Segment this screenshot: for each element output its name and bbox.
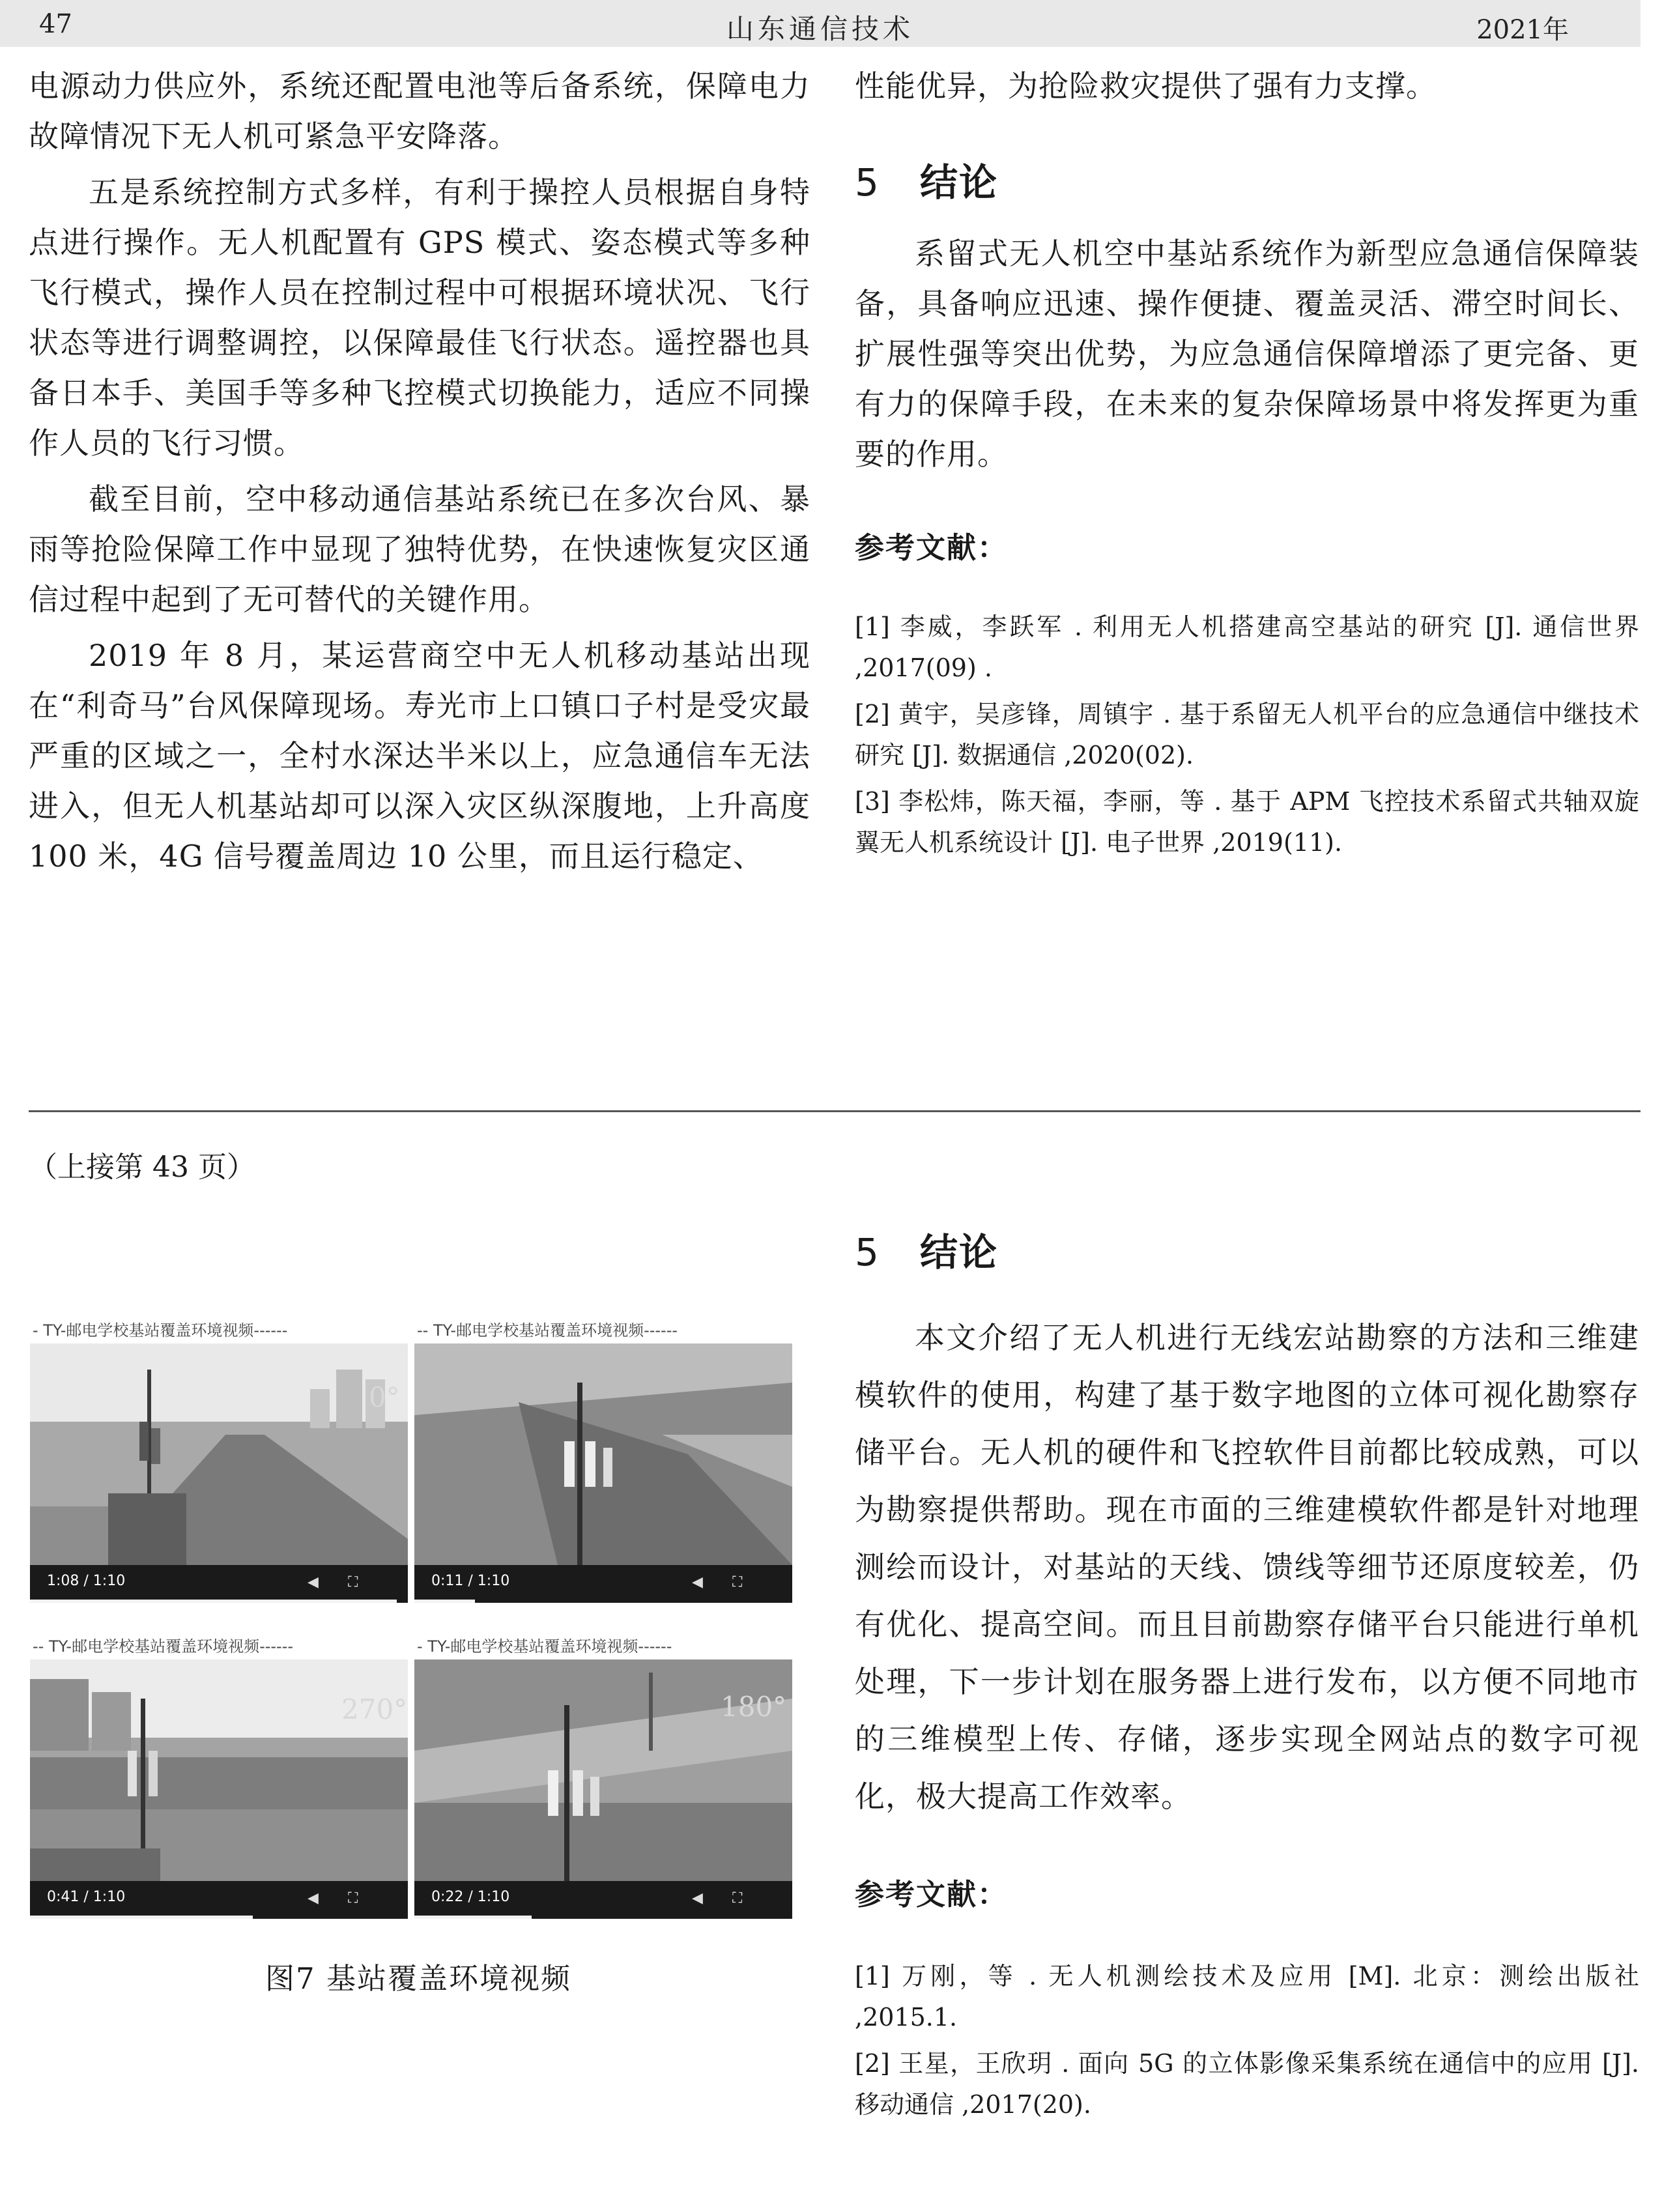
player-controls[interactable] xyxy=(30,1565,408,1603)
conclusion-paragraph: 本文介绍了无人机进行无线宏站勘察的方法和三维建模软件的使用，构建了基于数字地图的立体可视化勘察存储平台。无人机的硬件和飞控软件目前都比较成熟，可以为勘察提供帮助。现在市面的三维建模软件都是针对地理测绘而设计，对基站的天线、馈线等细节还原度较差，仍有优化、提高空间。而且目前勘察存储平台只能进行单机处理，下一步计划在服务器上进行发布，以方便不同地市的三维模型上传、存储，逐步实现全网站点的数字可视化，极大提高工作效率。 xyxy=(855,1320,1639,1814)
video-title: -- TY-邮电学校基站覆盖环境视频------ xyxy=(414,1310,792,1343)
timestamp: 1:08 / 1:10 xyxy=(47,1573,126,1589)
volume-icon[interactable]: ◀ xyxy=(692,1574,703,1590)
running-header xyxy=(0,0,1641,47)
reference-item: [2] 黄宇，吴彦锋，周镇宇 . 基于系留无人机平台的应急通信中继技术研究 [J]. 数据通信 ,2020(02). xyxy=(855,700,1639,769)
video-title: - TY-邮电学校基站覆盖环境视频------ xyxy=(30,1310,408,1343)
paragraph: 五是系统控制方式多样，有利于操控人员根据自身特点进行操作。无人机配置有 GPS 模式、姿态模式等多种飞行模式，操作人员在控制过程中可根据环境状况、飞行状态等进行调整调控，以保障最佳飞行状态。遥控器也具备日本手、美国手等多种飞控模式切换能力，适应不同操作人员的飞行习惯。 xyxy=(29,175,810,461)
reference-item: [2] 王星，王欣玥 . 面向 5G 的立体影像采集系统在通信中的应用 [J]. 移动通信 ,2017(20). xyxy=(855,2049,1639,2119)
angle-label: 270° xyxy=(341,1693,408,1725)
paragraph: 2019 年 8 月，某运营商空中无人机移动基站出现在“利奇马”台风保障现场。寿光市上口镇口子村是受灾最严重的区域之一，全村水深达半米以上，应急通信车无法进入，但无人机基站却可以深入灾区纵深腹地，上升高度 100 米，4G 信号覆盖周边 10 公里，而且运行稳定、 xyxy=(29,638,810,874)
figure-caption: 图7 基站覆盖环境视频 xyxy=(265,1961,571,1996)
timestamp: 0:41 / 1:10 xyxy=(47,1889,126,1905)
volume-icon[interactable]: ◀ xyxy=(308,1574,319,1590)
paragraph: 性能优异，为抢险救灾提供了强有力支撑。 xyxy=(855,68,1437,104)
fullscreen-icon[interactable]: ⛶ xyxy=(348,1574,358,1590)
journal-title: 山东通信技术 xyxy=(726,13,914,45)
timestamp: 0:11 / 1:10 xyxy=(431,1573,510,1589)
reference-item: [3] 李松炜，陈天福，李丽，等 . 基于 APM 飞控技术系留式共轴双旋翼无人机系统设计 [J]. 电子世界 ,2019(11). xyxy=(855,787,1639,857)
progress-bar[interactable] xyxy=(414,1600,475,1603)
section-number: 5 xyxy=(855,160,880,205)
paragraph: 电源动力供应外，系统还配置电池等后备系统，保障电力故障情况下无人机可紧急平安降落。 xyxy=(29,68,810,154)
issue-year: 2021年 xyxy=(1476,15,1569,45)
video-scene xyxy=(414,1343,792,1565)
references-heading: 参考文献： xyxy=(855,1877,1009,1912)
angle-label: 180° xyxy=(721,1691,787,1723)
continued-note: （上接第 43 页） xyxy=(29,1151,255,1184)
fullscreen-icon[interactable]: ⛶ xyxy=(732,1890,743,1906)
paragraph: 截至目前，空中移动通信基站系统已在多次台风、暴雨等抢险保障工作中显现了独特优势，在快速恢复灾区通信过程中起到了无可替代的关键作用。 xyxy=(29,481,810,617)
section-number: 5 xyxy=(855,1230,880,1274)
bottom-right-column xyxy=(855,1222,1639,2125)
video-frame[interactable] xyxy=(414,1310,792,1603)
reference-list xyxy=(855,1956,1639,2125)
video-frame[interactable] xyxy=(30,1310,408,1603)
video-frame[interactable] xyxy=(414,1626,792,1919)
player-controls[interactable] xyxy=(414,1881,792,1919)
progress-bar[interactable] xyxy=(30,1600,397,1603)
volume-icon[interactable]: ◀ xyxy=(308,1890,319,1906)
reference-list xyxy=(855,607,1639,863)
volume-icon[interactable]: ◀ xyxy=(692,1890,703,1906)
top-left-column xyxy=(29,61,810,882)
player-controls[interactable] xyxy=(414,1565,792,1603)
section-heading xyxy=(855,152,1639,207)
video-frame[interactable] xyxy=(30,1626,408,1919)
fullscreen-icon[interactable]: ⛶ xyxy=(348,1890,358,1906)
reference-item: [1] 李威，李跃军 . 利用无人机搭建高空基站的研究 [J]. 通信世界 ,2017(09) . xyxy=(855,612,1639,682)
fullscreen-icon[interactable]: ⛶ xyxy=(732,1574,743,1590)
video-title: - TY-邮电学校基站覆盖环境视频------ xyxy=(414,1626,792,1659)
reference-item: [1] 万刚，等 . 无人机测绘技术及应用 [M]. 北京：测绘出版社 ,2015.1. xyxy=(855,1962,1639,2032)
video-scene xyxy=(30,1343,408,1565)
timestamp: 0:22 / 1:10 xyxy=(431,1889,510,1905)
page-number: 47 xyxy=(39,9,72,39)
references-heading: 参考文献： xyxy=(855,530,1009,565)
section-title: 结论 xyxy=(920,1230,999,1274)
top-right-column xyxy=(855,61,1639,863)
section-heading xyxy=(855,1222,1639,1276)
video-scene xyxy=(30,1659,408,1881)
player-controls[interactable] xyxy=(30,1881,408,1919)
progress-bar[interactable] xyxy=(414,1916,532,1919)
section-divider xyxy=(29,1110,1641,1112)
angle-label: 0° xyxy=(369,1381,400,1413)
conclusion-paragraph: 系留式无人机空中基站系统作为新型应急通信保障装备，具备响应迅速、操作便捷、覆盖灵活、滞空时间长、扩展性强等突出优势，为应急通信保障增添了更完备、更有力的保障手段，在未来的复杂保障场景中将发挥更为重要的作用。 xyxy=(855,236,1639,472)
section-title: 结论 xyxy=(920,160,999,205)
progress-bar[interactable] xyxy=(30,1916,253,1919)
video-title: -- TY-邮电学校基站覆盖环境视频------ xyxy=(30,1626,408,1659)
